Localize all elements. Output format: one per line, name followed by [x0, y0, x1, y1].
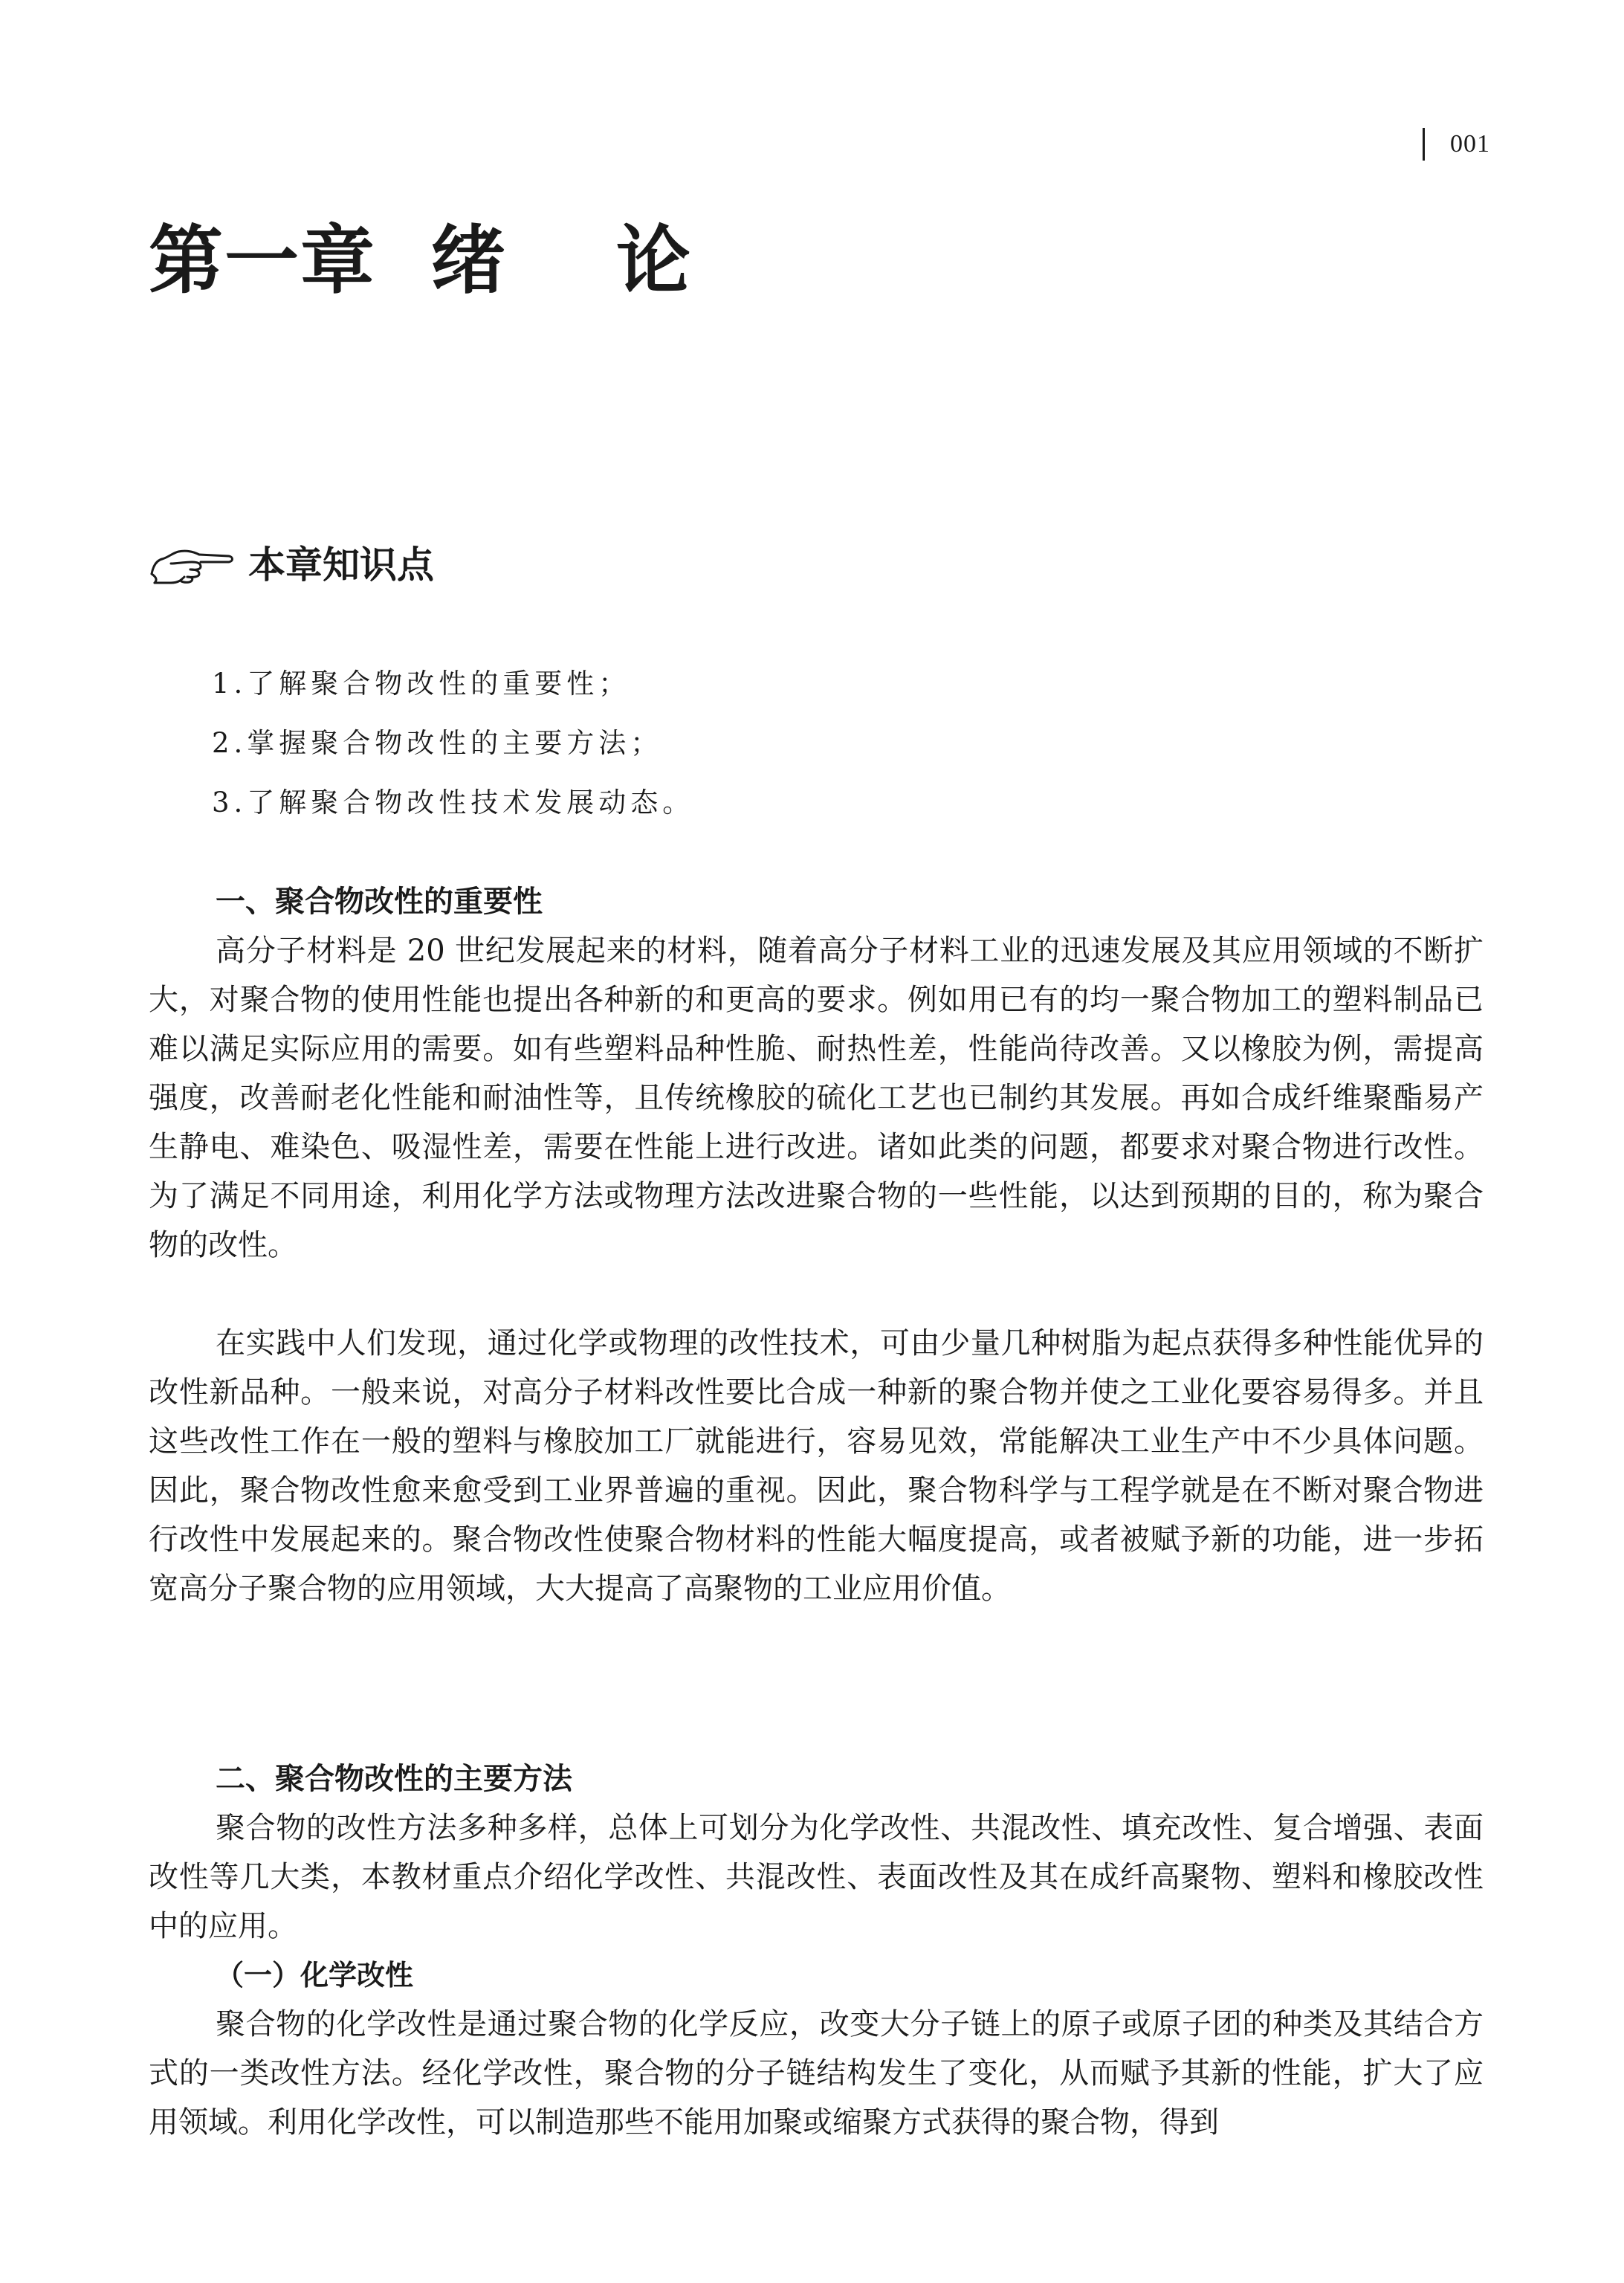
- page-number-block: [1423, 128, 1490, 161]
- knowledge-points-header: [149, 543, 434, 587]
- paragraph-methods-1: 聚合物的改性方法多种多样，总体上可划分为化学改性、共混改性、填充改性、复合增强、表面改性等几大类，本教材重点介绍化学改性、共混改性、表面改性及其在成纤高聚物、塑料和橡胶改性中的应用。: [149, 1811, 1484, 1943]
- page-number: 001: [1450, 130, 1490, 158]
- page-number-divider: [1423, 128, 1425, 161]
- subsection-heading-chemical: （一）化学改性: [216, 1959, 414, 1992]
- list-item: 2.掌握聚合物改性的主要方法；: [212, 727, 663, 759]
- paragraph-importance-1: 高分子材料是 20 世纪发展起来的材料，随着高分子材料工业的迅速发展及其应用领域的不断扩大，对聚合物的使用性能也提出各种新的和更高的要求。例如用已有的均一聚合物加工的塑料制品已难以满足实际应用的需要。如有些塑料品种性脆、耐热性差，性能尚待改善。又以橡胶为例，需提高强度，改善耐老化性能和耐油性等，且传统橡胶的硫化工艺也已制约其发展。再如合成纤维聚酯易产生静电、难染色、吸湿性差，需要在性能上进行改进。诸如此类的问题，都要求对聚合物进行改性。为了满足不同用途，利用化学方法或物理方法改进聚合物的一些性能，以达到预期的目的，称为聚合物的改性。: [149, 934, 1484, 1262]
- chapter-title: 第一章 绪 论: [149, 216, 692, 304]
- knowledge-points-list: [212, 654, 694, 833]
- knowledge-points-title: 本章知识点: [248, 543, 434, 587]
- list-item: 3.了解聚合物改性技术发展动态。: [212, 787, 695, 818]
- paragraph-importance-2: 在实践中人们发现，通过化学或物理的改性技术，可由少量几种树脂为起点获得多种性能优异的改性新品种。一般来说，对高分子材料改性要比合成一种新的聚合物并使之工业化要容易得多。并且这些改性工作在一般的塑料与橡胶加工厂就能进行，容易见效，常能解决工业生产中不少具体问题。因此，聚合物改性愈来愈受到工业界普遍的重视。因此，聚合物科学与工程学就是在不断对聚合物进行改性中发展起来的。聚合物改性使聚合物材料的性能大幅度提高，或者被赋予新的功能，进一步拓宽高分子聚合物的应用领域，大大提高了高聚物的工业应用价值。: [149, 1326, 1484, 1606]
- section-heading-methods: 二、聚合物改性的主要方法: [216, 1761, 572, 1796]
- paragraph-chemical-1: 聚合物的化学改性是通过聚合物的化学反应，改变大分子链上的原子或原子团的种类及其结合方式的一类改性方法。经化学改性，聚合物的分子链结构发生了变化，从而赋予其新的性能，扩大了应用领域。利用化学改性，可以制造那些不能用加聚或缩聚方式获得的聚合物，得到: [149, 2007, 1484, 2140]
- pointing-hand-icon: [149, 544, 235, 586]
- list-item: 1.了解聚合物改性的重要性；: [212, 668, 631, 700]
- section-heading-importance: 一、聚合物改性的重要性: [216, 884, 543, 919]
